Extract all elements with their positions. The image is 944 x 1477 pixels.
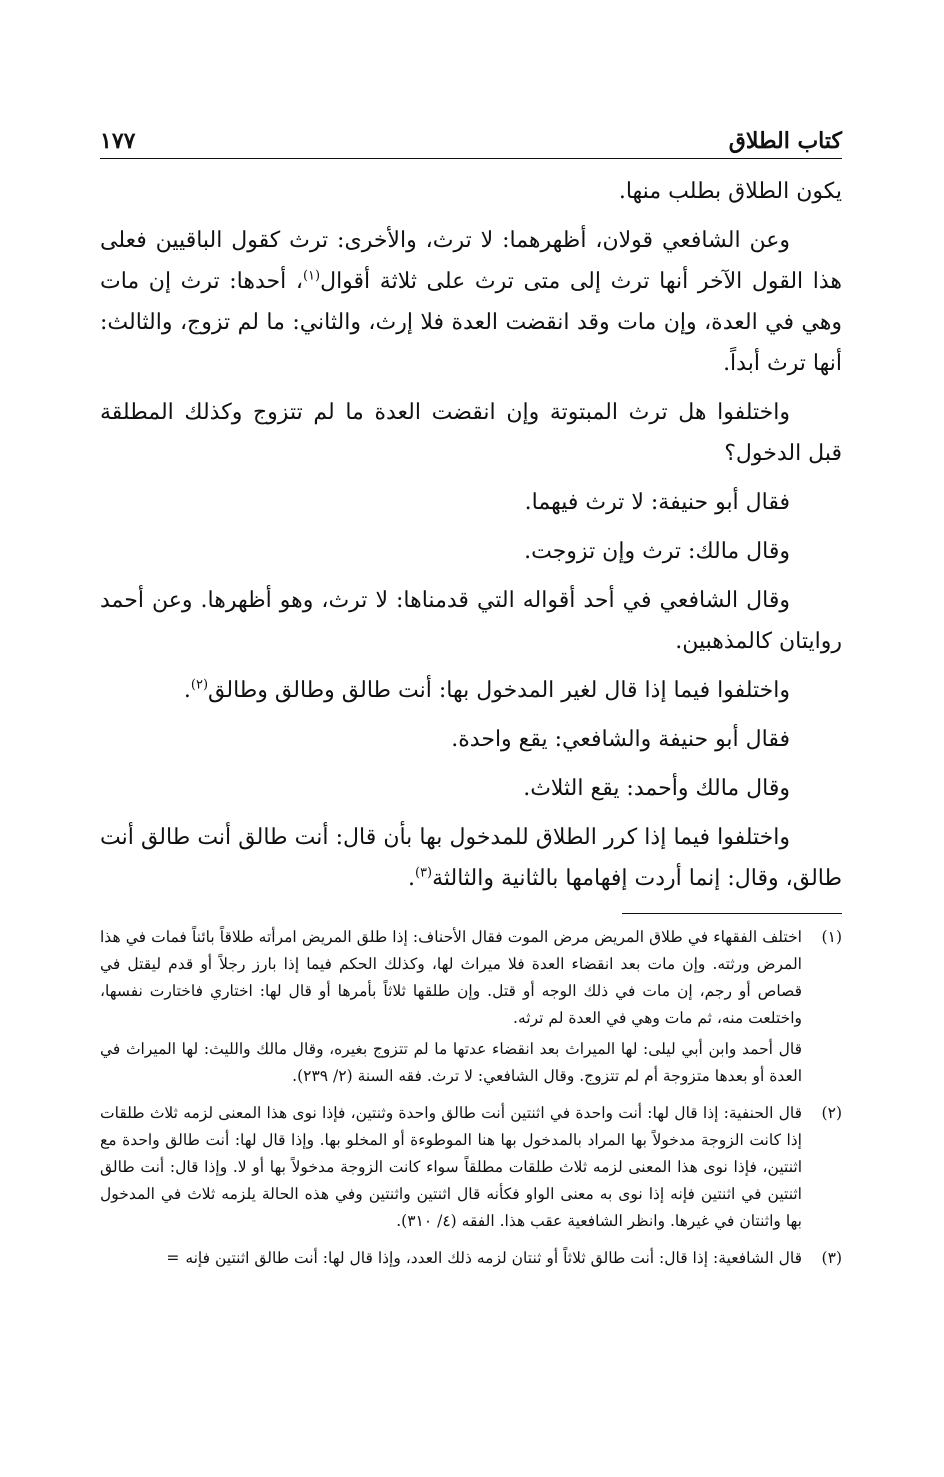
footnote-ref[interactable]: (٣) [414, 865, 433, 881]
paragraph: وقال الشافعي في أحد أقواله التي قدمناها: لا ترث، وهو أظهرها. وعن أحمد روايتان كالمذهبين. [100, 588, 842, 654]
paragraph: واختلفوا فيما إذا قال لغير المدخول بها: أنت طالق وطالق وطالق$^{(٢)}$. [183, 677, 790, 703]
paragraph: واختلفوا هل ترث المبتوتة وإن انقضت العدة ما لم تتزوج وكذلك المطلقة قبل الدخول؟ [100, 400, 842, 466]
footnote-text: قال الحنفية: إذا قال لها: أنت واحدة في اثنتين أنت طالق واحدة وثنتين، فإذا نوى هذا المعنى لزمه ثلاث طلقات إذا كانت الزوجة مدخولاً بها المراد بالمدخول بها هنا الموطوءة أو المخلو بها. وإذا قال لها: أنت طالق واحدة مع اثنتين، فإذا نوى هذا المعنى لزمه ثلاث طلقات مطلقاً سواء كانت الزوجة مدخولاً بها أو لا. وإذا قال: أنت طالق اثنتين في اثنتين فإنه إذا نوى به معنى الواو فكأنه قال اثنتين واثنتين وفي هذه الحالة يلزمه ثلاث في المدخول بها واثنتان في غيرها. وانظر الشافعية عقب هذا. الفقه (٤/ ٣١٠). [100, 1104, 802, 1230]
continuation-mark: = [166, 1249, 180, 1267]
footnote [100, 1100, 842, 1239]
paragraph: واختلفوا فيما إذا كرر الطلاق للمدخول بها بأن قال: أنت طالق أنت طالق أنت طالق، وقال: إنما أردت إفهامها بالثانية والثالثة$^{(٣)}$. [100, 825, 842, 891]
footnote-ref[interactable]: (٢) [190, 677, 209, 693]
paragraph: وعن الشافعي قولان، أظهرهما: لا ترث، والأخرى: ترث كقول الباقيين فعلى هذا القول الآخر أنها ترث إلى متى ترث على ثلاثة أقوال$^{(١)}$، أحدها: ترث إن مات وهي في العدة، وإن مات وقد انقضت العدة فلا إرث، والثاني: ما لم تزوج، والثالث: أنها ترث أبداً. [100, 228, 842, 376]
footnote-number: (٢) [821, 1104, 842, 1122]
paragraph: وقال مالك: ترث وإن تزوجت. [524, 539, 790, 564]
paragraph: وقال مالك وأحمد: يقع الثلاث. [523, 776, 790, 801]
paragraph: يكون الطلاق بطلب منها. [618, 179, 842, 204]
footnote-text: قال الشافعية: إذا قال: أنت طالق ثلاثاً أو ثنتان لزمه ذلك العدد، وإذا قال لها: أنت طالق اثنتين فإنه [185, 1249, 802, 1267]
footnotes [100, 924, 842, 1276]
footnote-number: (٣) [821, 1249, 842, 1267]
main-text [100, 171, 842, 899]
footnote-text: قال أحمد وابن أبي ليلى: لها الميراث بعد انقضاء عدتها ما لم تتزوج بغيره، وقال مالك والليث: لها الميراث في العدة أو بعدها متزوجة أم لم تتزوج. وقال الشافعي: لا ترث. فقه السنة (٢/ ٢٣٩). [100, 1040, 802, 1085]
footnote [100, 924, 842, 1094]
footnote-divider [622, 913, 842, 914]
paragraph: فقال أبو حنيفة والشافعي: يقع واحدة. [451, 727, 790, 752]
book-title: كتاب الطلاق [728, 128, 842, 154]
footnote [100, 1245, 842, 1276]
page-header [100, 118, 842, 159]
footnote-text: اختلف الفقهاء في طلاق المريض مرض الموت فقال الأحناف: إذا طلق المريض امرأته طلاقاً بائناً فمات في هذا المرض ورثته. وإن مات بعد انقضاء العدة فلا ميراث لها، وكذلك الحكم فيما إذا بارز رجلاً أو قدم ليقتل في قصاص أو رجم، إن مات في ذلك الوجه أو قتل. وإن طلقها ثلاثاً بأمرها أو قال لها: اختاري فاختارت نفسها، واختلعت منه، ثم مات وهي في العدة لم ترثه. [100, 928, 802, 1027]
paragraph: فقال أبو حنيفة: لا ترث فيهما. [524, 490, 790, 515]
book-page [100, 118, 842, 1282]
footnote-ref[interactable]: (١) [302, 268, 321, 284]
page-number: ١٧٧ [100, 128, 136, 154]
footnote-number: (١) [821, 928, 842, 946]
